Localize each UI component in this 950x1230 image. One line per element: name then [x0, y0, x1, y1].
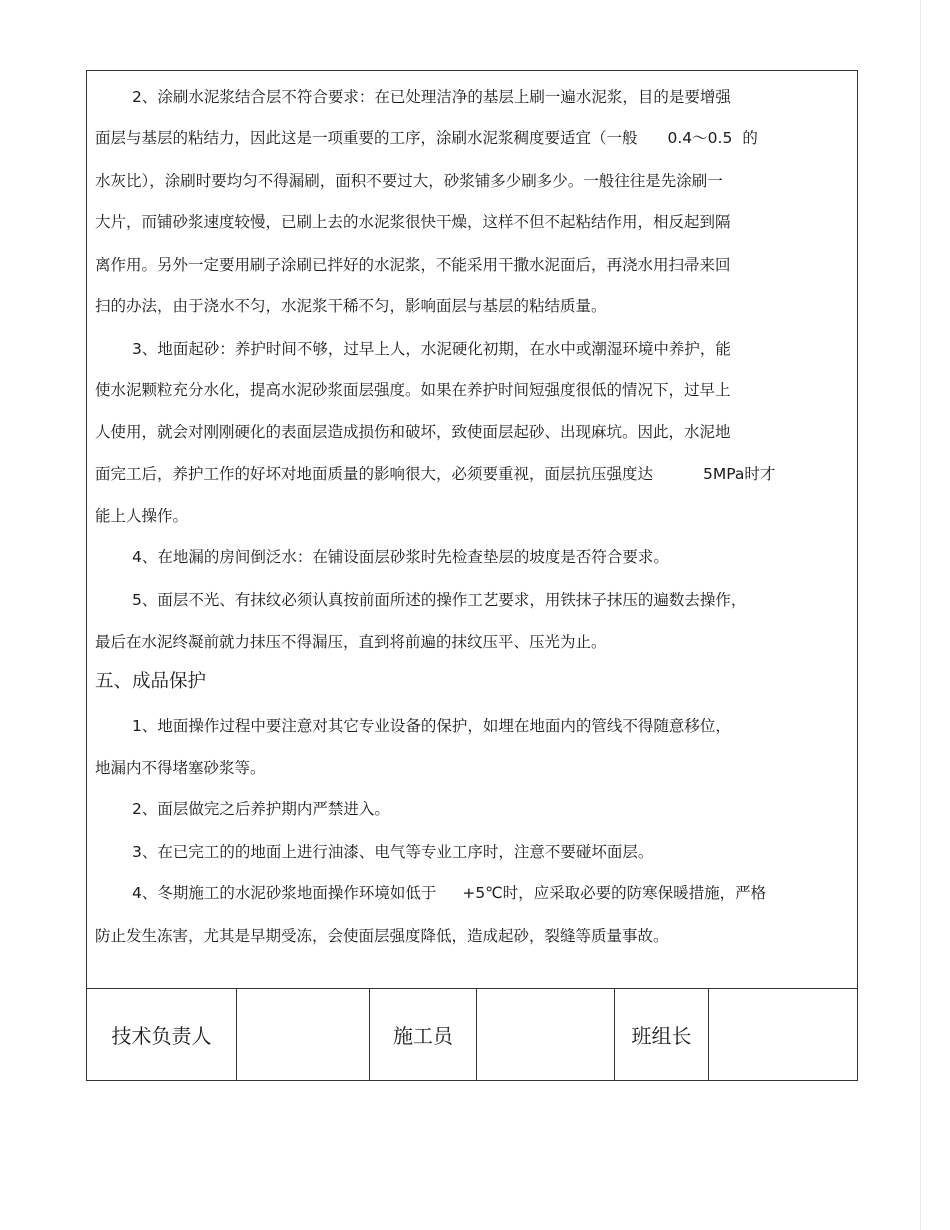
item-2-line-1: 2、涂刷水泥浆结合层不符合要求：在已处理洁净的基层上刷一遍水泥浆，目的是要增强 — [132, 88, 731, 106]
temperature-value: +5℃时，应采取必要的防寒保暖措施，严格 — [462, 884, 767, 902]
item-4-line-1: 4、在地漏的房间倒泛水：在铺设面层砂浆时先检查垫层的坡度是否符合要求。 — [132, 548, 669, 566]
item-3-line-2: 使水泥颗粒充分水化，提高水泥砂浆面层强度。如果在养护时间短强度很低的情况下，过早上 — [95, 381, 731, 399]
ratio-value: 0.4～0.5 — [667, 129, 733, 147]
section-title: 五、成品保护 — [95, 671, 207, 692]
builder-label: 施工员 — [370, 989, 477, 1080]
item-2-line-2-end: 的 — [742, 129, 758, 147]
document-table — [86, 70, 858, 1081]
protect-4-line-2: 防止发生冻害，尤其是早期受冻，会使面层强度降低，造成起砂，裂缝等质量事故。 — [95, 927, 669, 945]
item-2-line-5: 离作用。另外一定要用刷子涂刷已拌好的水泥浆，不能采用干撒水泥面后，再浇水用扫帚来回 — [95, 256, 731, 274]
protect-1-line-1: 1、地面操作过程中要注意对其它专业设备的保护，如埋在地面内的管线不得随意移位， — [132, 717, 731, 735]
builder-signature[interactable] — [477, 989, 615, 1080]
item-2-line-3: 水灰比），涂刷时要均匀不得漏刷，面积不要过大，砂浆铺多少刷多少。一般往往是先涂刷一 — [95, 172, 723, 190]
protect-1-line-2: 地漏内不得堵塞砂浆等。 — [95, 759, 266, 777]
item-3-line-5: 能上人操作。 — [95, 507, 189, 525]
item-3-line-4-text: 面完工后，养护工作的好坏对地面质量的影响很大，必须要重视，面层抗压强度达 — [95, 465, 654, 483]
protect-2-line-1: 2、面层做完之后养护期内严禁进入。 — [132, 800, 390, 818]
protect-4-line-1 — [95, 883, 851, 903]
strength-value: 5MPa时才 — [703, 465, 776, 483]
item-3-line-1: 3、地面起砂：养护时间不够，过早上人，水泥硬化初期，在水中或潮湿环境中养护，能 — [132, 340, 731, 358]
item-3-line-4 — [95, 464, 851, 484]
item-5-line-1: 5、面层不光、有抹纹必须认真按前面所述的操作工艺要求，用铁抹子抹压的遍数去操作， — [132, 591, 747, 609]
technical-lead-signature[interactable] — [237, 989, 370, 1080]
technical-lead-label: 技术负责人 — [87, 989, 237, 1080]
item-2-line-6: 扫的办法，由于浇水不匀，水泥浆干稀不匀，影响面层与基层的粘结质量。 — [95, 297, 607, 315]
item-3-line-3: 人使用，就会对刚刚硬化的表面层造成损伤和破坏，致使面层起砂、出现麻坑。因此，水泥地 — [95, 423, 731, 441]
content-cell — [87, 71, 857, 989]
item-2-line-4: 大片，而铺砂浆速度较慢，已刷上去的水泥浆很快干燥，这样不但不起粘结作用，相反起到隔 — [95, 213, 731, 231]
page-edge-line — [920, 0, 921, 1230]
team-leader-label: 班组长 — [615, 989, 709, 1080]
protect-3-line-1: 3、在已完工的的地面上进行油漆、电气等专业工序时，注意不要碰坏面层。 — [132, 843, 654, 861]
team-leader-signature[interactable] — [709, 989, 857, 1080]
protect-4-line-1-text: 4、冬期施工的水泥砂浆地面操作环境如低于 — [132, 884, 437, 902]
signature-row — [87, 989, 857, 1080]
item-2-line-2-text: 面层与基层的粘结力，因此这是一项重要的工序，涂刷水泥浆稠度要适宜（一般 — [95, 129, 638, 147]
item-2-line-2 — [95, 128, 851, 148]
item-5-line-2: 最后在水泥终凝前就力抹压不得漏压，直到将前遍的抹纹压平、压光为止。 — [95, 633, 607, 651]
